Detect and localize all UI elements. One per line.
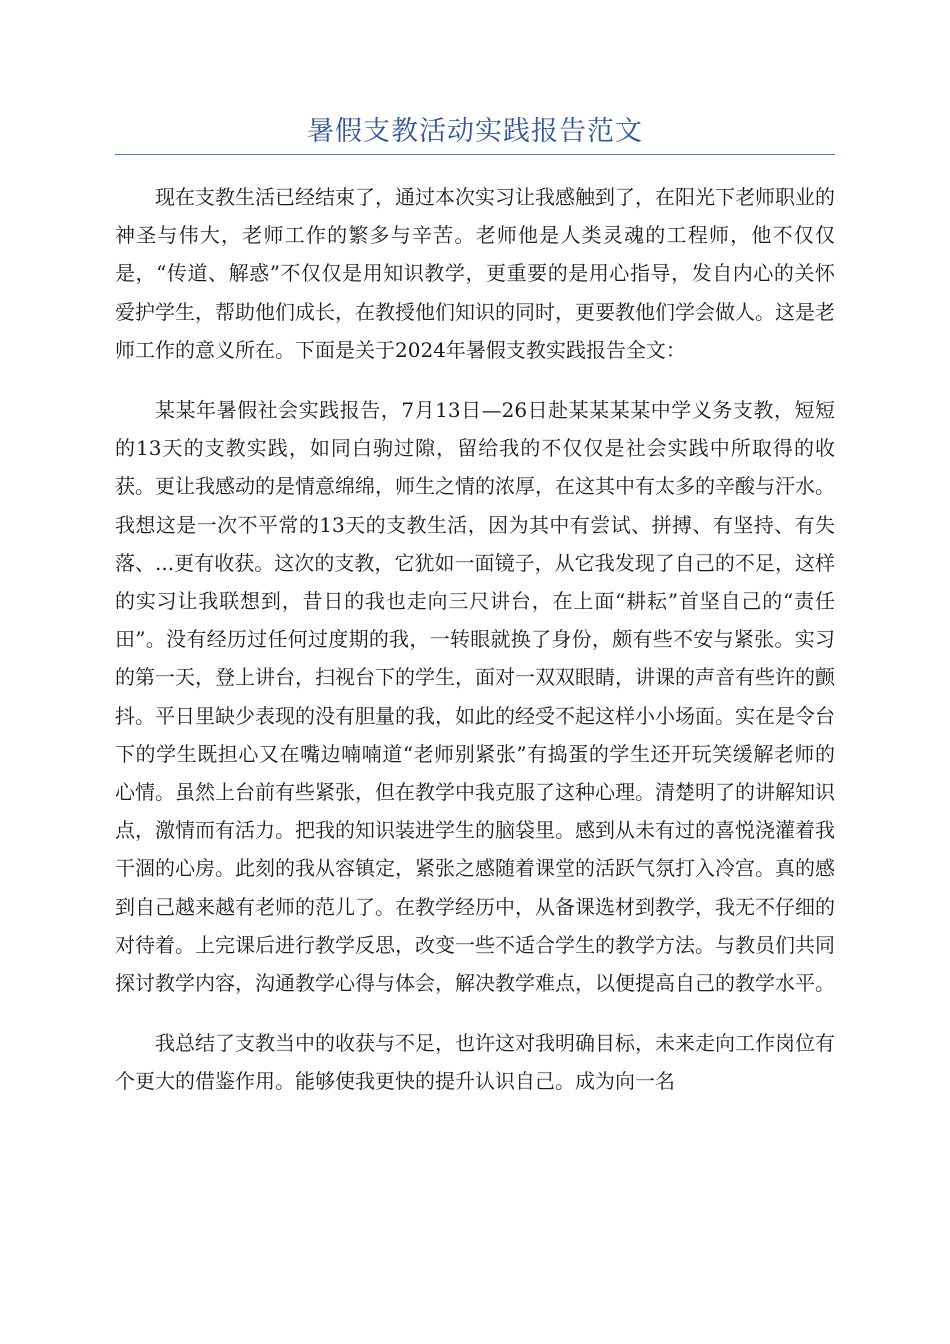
paragraph-summary: 我总结了支教当中的收获与不足，也许这对我明确目标，未来走向工作岗位有个更大的借鉴作用。能够使我更快的提升认识自己。成为向一名	[115, 1031, 835, 1094]
document-body	[115, 178, 835, 1123]
title-underline	[115, 154, 835, 155]
paragraph-report: 某某年暑假社会实践报告，7月13日—26日赴某某某某中学义务支教，短短的13天的支教实践，如同白驹过隙，留给我的不仅仅是社会实践中所取得的收获。更让我感动的是情意绵绵，师生之情的浓厚，在这其中有太多的辛酸与汗水。我想这是一次不平常的13天的支教生活，因为其中有尝试、拼搏、有坚持、有失落、...更有收获。这次的支教，它犹如一面镜子，从它我发现了自己的不足，这样的实习让我联想到，昔日的我也走向三尺讲台，在上面“耕耘”首坚自己的“责任田”。没有经历过任何过度期的我，一转眼就换了身份，颇有些不安与紧张。实习的第一天，登上讲台，扫视台下的学生，面对一双双眼睛，讲课的声音有些许的颤抖。平日里缺少表现的没有胆量的我，如此的经受不起这样小小场面。实在是令台下的学生既担心又在嘴边喃喃道“老师别紧张”有捣蛋的学生还开玩笑缓解老师的心情。虽然上台前有些紧张，但在教学中我克服了这种心理。清楚明了的讲解知识点，激情而有活力。把我的知识装进学生的脑袋里。感到从未有过的喜悦浇灌着我干涸的心房。此刻的我从容镇定，紧张之感随着课堂的活跃气氛打入冷宫。真的感到自己越来越有老师的范儿了。在教学经历中，从备课选材到教学，我无不仔细的对待着。上完课后进行教学反思，改变一些不适合学生的教学方法。与教员们共同探讨教学内容，沟通教学心得与体会，解决教学难点，以便提高自己的教学水平。	[115, 398, 835, 996]
document-title: 暑假支教活动实践报告范文	[307, 116, 643, 147]
paragraph-intro: 现在支教生活已经结束了，通过本次实习让我感触到了，在阳光下老师职业的神圣与伟大，老师工作的繁多与辛苦。老师他是人类灵魂的工程师，他不仅仅是，“传道、解惑”不仅仅是用知识教学，更重要的是用心指导，发自内心的关怀爱护学生，帮助他们成长，在教授他们知识的同时，更要教他们学会做人。这是老师工作的意义所在。下面是关于2024年暑假支教实践报告全文：	[115, 185, 835, 362]
